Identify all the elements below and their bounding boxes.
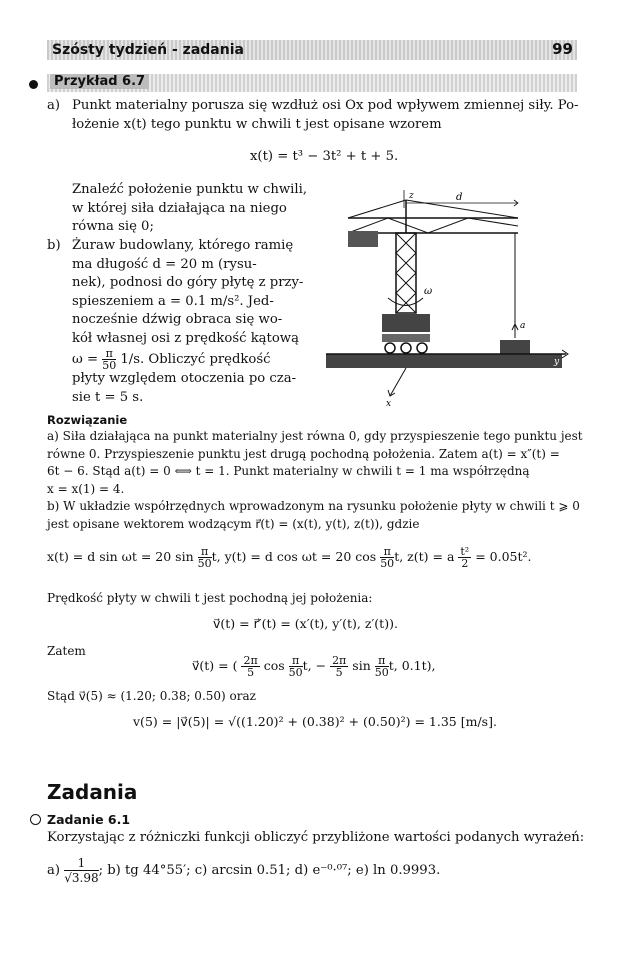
position-equations: x(t) = d sin ωt = 20 sin $\frac{\pi}{50}$ t, y(t) = d cos ωt = 20 cos $\frac{\pi}{50}$ t, z(t) = a $\frac{\text{t²}}{2}$ = 0.05t². xyxy=(47,545,532,570)
label-omega: ω xyxy=(424,286,433,297)
header-title: Szósty tydzień - zadania xyxy=(52,42,244,58)
label-z: z xyxy=(409,191,414,201)
task-text: Korzystając z różniczki funkcji obliczyć przybliżone wartości podanych wyrażeń: xyxy=(47,830,585,845)
part-b-label: b) xyxy=(47,238,61,253)
label-d: d xyxy=(456,192,463,203)
task-title: Zadanie 6.1 xyxy=(47,812,131,827)
solution-b-text: b) W układzie współrzędnych wprowadzonym na rysunku położenie płyty w chwili t ⩾ 0 jest opisane wektorem wodzącym r⃗(t) = (x(t), y(t), z(t)), gdzie xyxy=(47,499,580,531)
velocity-definition: v⃗(t) = r⃗′(t) = (x′(t), y′(t), z′(t)). xyxy=(213,616,398,631)
example-title: Przykład 6.7 xyxy=(50,74,149,89)
solution-heading: Rozwiązanie xyxy=(47,413,128,427)
part-a-label: a) xyxy=(47,98,61,113)
part-a-continuation: Znaleźć położenie punktu w chwili, w której siła działająca na niego równa się 0; xyxy=(72,182,308,234)
zatem-text: Zatem xyxy=(47,644,86,658)
bullet-icon xyxy=(29,80,38,89)
part-b-text: Żuraw budowlany, którego ramię ma długość d = 20 m (rysu- nek), podnosi do góry płytę z przy- spieszeniem a = 0.1 m/s². Jed- nocześnie dźwig obraca się wo- kół własnej osi z prędkość kątową ω = $\frac{\pi}{50}$ 1/s. Obliczyć prędkość płyty względem otoczenia po cza- sie t = 5 s. xyxy=(72,238,304,405)
label-y: y xyxy=(554,357,560,367)
velocity-at-5: Stąd v⃗(5) ≈ (1.20; 0.38; 0.50) oraz xyxy=(47,689,256,703)
crane-figure xyxy=(318,188,570,408)
task-items: a) $\frac{1}{√3.98}$ ; b) tg 44°55′; c) arcsin 0.51; d) e⁻⁰·⁰⁷; e) ln 0.9993. xyxy=(47,856,441,885)
tasks-heading: Zadania xyxy=(47,780,138,804)
page-number: 99 xyxy=(552,40,573,58)
velocity-text: Prędkość płyty w chwili t jest pochodną jej położenia: xyxy=(47,591,373,605)
omega-fraction: $\frac{\pi}{50}$ xyxy=(102,347,117,372)
part-a-text: Punkt materialny porusza się wzdłuż osi Ox pod wpływem zmiennej siły. Po- łożenie x(t) tego punktu w chwili t jest opisane wzorem xyxy=(72,98,579,132)
circle-bullet-icon xyxy=(30,814,41,825)
speed-equation: v(5) = |v⃗(5)| = √((1.20)² + (0.38)² + (0.50)²) = 1.35 [m/s]. xyxy=(133,714,497,729)
velocity-equation: v⃗(t) = ( $\frac{2\pi}{5}$ cos $\frac{\pi}{50}$ t, − $\frac{2\pi}{5}$ sin $\frac{\pi}{50}$ t, 0.1t), xyxy=(192,654,436,679)
label-x: x xyxy=(386,399,392,408)
position-formula: x(t) = t³ − 3t² + t + 5. xyxy=(250,149,399,164)
label-a: a xyxy=(520,321,526,331)
solution-a-text: a) Siła działająca na punkt materialny jest równa 0, gdy przyspieszenie tego punktu jest równe 0. Przyspieszenie punktu jest drugą pochodną położenia. Zatem a(t) = x″(t) = 6t − 6. Stąd a(t) = 0 ⟺ t = 1. Punkt materialny w chwili t = 1 ma współrzędną x = x(1) = 4. xyxy=(47,429,583,496)
